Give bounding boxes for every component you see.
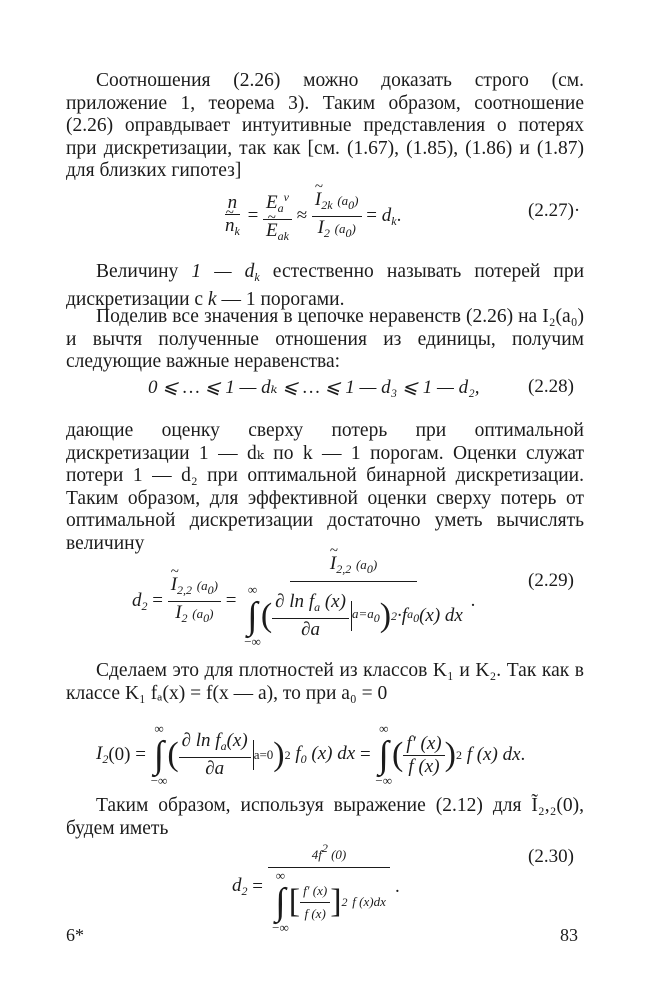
paragraph-2: Величину 1 — $d_k$ естественно называть потерей при дискретизации с k — 1 порогами.	[66, 261, 585, 310]
paragraph-5: Сделаем это для плотностей из классов K₁ и K₂. Так как в классе K₁ fₐ(x) = f(x — a), то при a₀ = 0	[66, 660, 584, 704]
page-number: 83	[560, 925, 578, 945]
equation-2-27: n ~ $n_k$ = $E_a^v$ ~ $E_{ak}$ ≈ ~ $\frac{I_{2k} (a0)}{I_2 (a0)}$ = $d_k$.	[222, 187, 401, 246]
equation-number-2-30: (2.30)	[528, 846, 574, 867]
signature-mark: 6*	[66, 925, 84, 945]
equation-2-30: $d_2$ = 4f2 (0) ∞ ∫ −∞ [ $\frac{f' (x)}{f (x)}$ ] 2 f (x)dx .	[232, 838, 400, 935]
paragraph-6: Таким образом, используя выражение (2.12) для Ĩ₂,₂(0), будем иметь	[66, 795, 584, 839]
equation-i2-zero: $I_2$ (0) = ∞ ∫ −∞ ( $\frac{\partial \ln f_a(x)}{\partial a}$ a=0 ) 2 $f_0$ (x) dx = ∞ ∫ −∞ ( $\frac{f' (x)}{f (x)}$ ) 2 f (x) dx .	[96, 721, 526, 788]
paragraph-1: Соотношения (2.26) можно доказать строго (см. приложение 1, теорема 3). Таким образом, соотношение (2.26) оправдывает интуитивные представления о потерях при дискретизации, так как [см. (1.67), (1.85), (1.86) и (1.87) для близких гипотез]	[66, 70, 584, 181]
equation-number-2-29: (2.29)	[528, 570, 574, 591]
equation-2-29: $d_2$ = ~ $\frac{I_{2,2} (a0)}{I_2 (a0)}$ = ~ $I_{2,2}$ (a0) ∞ ∫ −∞ ( $\frac{\partial \ln f_a (x)}{\partial a}$ a=a0 ) 2 ·f a0 (x) dx .	[132, 554, 475, 649]
equation-number-2-27: (2.27)·	[528, 200, 581, 221]
equation-2-28: 0 ⩽ … ⩽ 1 — dₖ ⩽ … ⩽ 1 — d₃ ⩽ 1 — d₂,	[148, 377, 480, 398]
paragraph-4: дающие оценку сверху потерь при оптимальной дискретизации 1 — dₖ по k — 1 порогам. Оценки служат потери 1 — d₂ при оптимальной бинарной дискретизации. Таким образом, для эффективной оценки сверху потерь от оптимальной дискретизации достаточно уметь вычислять величину	[66, 420, 584, 554]
equation-number-2-28: (2.28)	[528, 376, 574, 397]
paragraph-3: Поделив все значения в цепочке неравенств (2.26) на I₂(a₀) и вычтя полученные отношения из единицы, получим следующие важные неравенства:	[66, 306, 584, 372]
